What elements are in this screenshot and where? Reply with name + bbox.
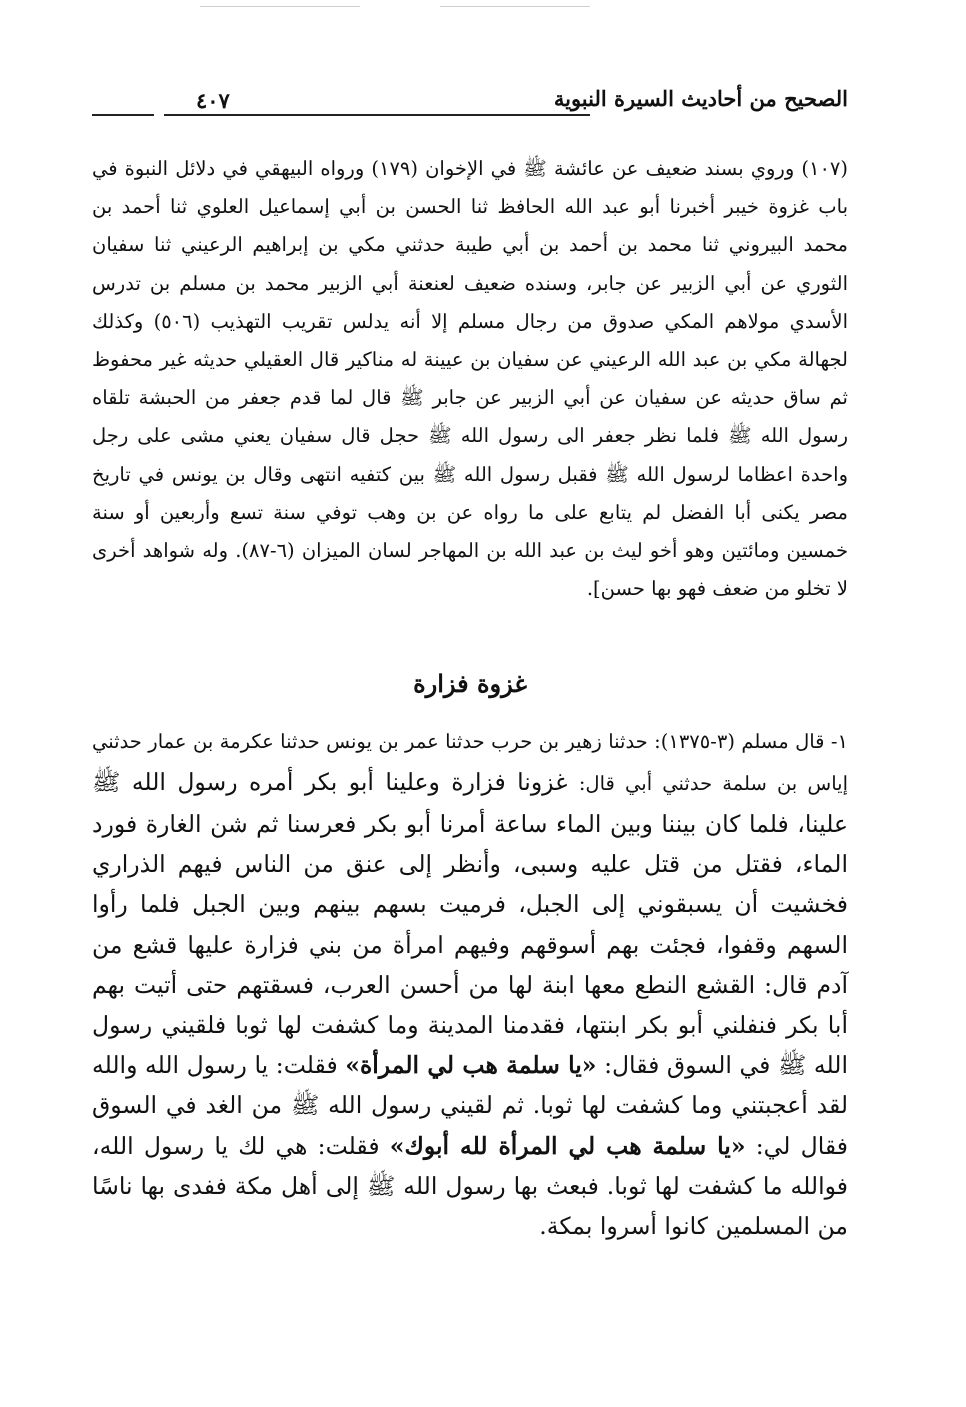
running-header-title: الصحيح من أحاديث السيرة النبوية <box>553 86 848 111</box>
hadith-isnad: ١- قال مسلم (٣-١٣٧٥): حدثنا زهير بن حرب حدثنا عمر بن يونس حدثنا عكرمة بن عمار حدثني إياس بن سلمة حدثني أبي قال: <box>92 730 848 795</box>
hadith-matn: فقلت: يا رسول الله والله لقد أعجبتني وما كشفت لها ثوبا. ثم لقيني رسول الله ﷺ من الغد في السوق فقال لي: <box>92 1051 848 1160</box>
prophet-quote: «يا سلمة هب لي المرأة» <box>345 1051 597 1080</box>
running-header <box>92 84 848 122</box>
page-number: ٤٠٧ <box>190 88 236 114</box>
prophet-quote: «يا سلمة هب لي المرأة لله أبوك» <box>389 1131 746 1160</box>
scan-artifact-line <box>440 6 590 7</box>
section-heading: غزوة فزارة <box>413 669 527 698</box>
footnote-paragraph: (١٠٧) وروي بسند ضعيف عن عائشة ﷺ في الإخوان (١٧٩) ورواه البيهقي في دلائل النبوة في باب غزوة خيبر أخبرنا أبو عبد الله الحافظ ثنا الحسن بن أبي إسماعيل العلوي ثنا أحمد بن محمد البيروني ثنا محمد بن أحمد بن أبي طيبة حدثني مكي بن إبراهيم الرعيني ثنا سفيان الثوري عن أبي الزبير عن جابر، وسنده ضعيف لعنعنة أبي الزبير محمد بن مسلم بن تدرس الأسدي مولاهم المكي صدوق من رجال مسلم إلا أنه يدلس تقريب التهذيب (٥٠٦) وكذلك لجهالة مكي بن عبد الله الرعيني عن سفيان بن عيينة له مناكير قال العقيلي حديثه غير محفوظ ثم ساق حديثه عن سفيان عن أبي الزبير عن جابر ﷺ قال لما قدم جعفر من الحبشة تلقاه رسول الله ﷺ فلما نظر جعفر الى رسول الله ﷺ حجل قال سفيان يعني مشى على رجل واحدة اعظاما لرسول الله ﷺ فقبل رسول الله ﷺ بين كتفيه انتهى وقال بن يونس في تاريخ مصر يكنى أبا الفضل لم يتابع على ما رواه عن بن وهب توفي سنة تسع وأربعين أو سنة خمسين ومائتين وهو أخو ليث بن عبد الله بن المهاجر لسان الميزان (٦-٨٧). وله شواهد أخرى لا تخلو من ضعف فهو بها حسن]. <box>92 157 848 601</box>
header-rule <box>164 114 590 116</box>
header-rule-end <box>92 114 154 116</box>
scan-artifact-line <box>200 6 360 7</box>
hadith-paragraph <box>92 722 848 1246</box>
hadith-matn: فقلت: هي لك يا رسول الله، فوالله ما كشفت لها ثوبا. فبعث بها رسول الله ﷺ إلى أهل مكة ففدى بها ناسًا من المسلمين كانوا أسروا بمكة. <box>92 1131 848 1241</box>
hadith-matn: غزونا فزارة وعلينا أبو بكر أمره رسول الله ﷺ علينا، فلما كان بيننا وبين الماء ساعة أمرنا أبو بكر فعرسنا ثم شن الغارة فورد الماء، فقتل من قتل عليه وسبى، وأنظر إلى عنق من الناس فيهم الذراري فخشيت أن يسبقوني إلى الجبل، فرميت بسهم بينهم وبين الجبل فلما رأوا السهم وقفوا، فجئت بهم أسوقهم وفيهم امرأة من بني فزارة عليها قشع من آدم قال: القشع النطع معها ابنة لها من أحسن العرب، فسقتهم حتى أتيت بهم أبا بكر فنفلني أبو بكر ابنتها، فقدمنا المدينة وما كشفت لها ثوبا فلقيني رسول الله ﷺ في السوق فقال: <box>92 768 848 1080</box>
